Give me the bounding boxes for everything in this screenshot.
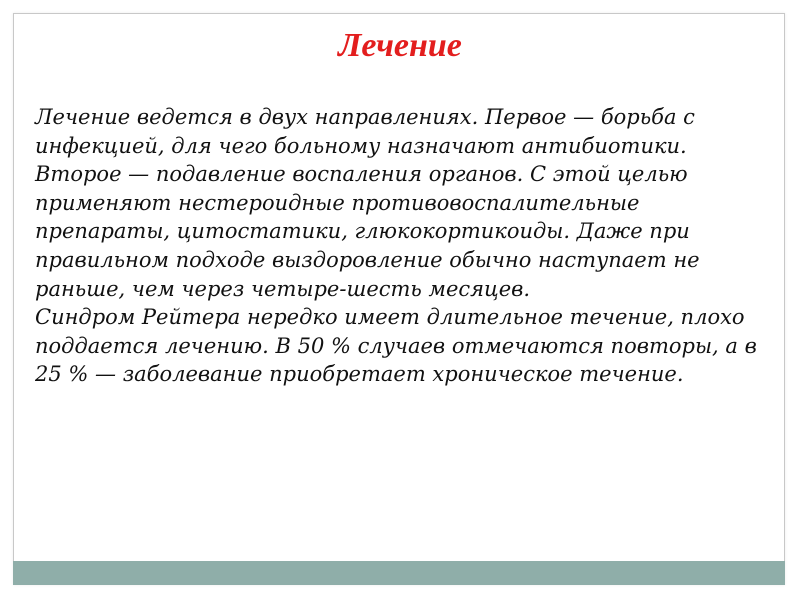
- body-paragraph-treatment: Лечение ведется в двух направлениях. Первое — борьба с инфекцией, для чего больному назначают антибиотики. Второе — подавление воспаления органов. С этой целью применяют нестероидные противовоспалительные препараты, цитостатики, глюкокортикоиды. Даже при правильном подходе выздоровление обычно наступает не раньше, чем через четыре-шесть месяцев.: [35, 105, 700, 301]
- slide-body: [35, 103, 765, 389]
- slide-title: Лечение: [338, 27, 462, 64]
- bottom-decorative-bar: [13, 561, 785, 585]
- body-paragraph-reiter-syndrome: Синдром Рейтера нередко имеет длительное течение, плохо поддается лечению. В 50 % случаев отмечаются повторы, а в 25 % — заболевание приобретает хроническое течение.: [35, 305, 757, 387]
